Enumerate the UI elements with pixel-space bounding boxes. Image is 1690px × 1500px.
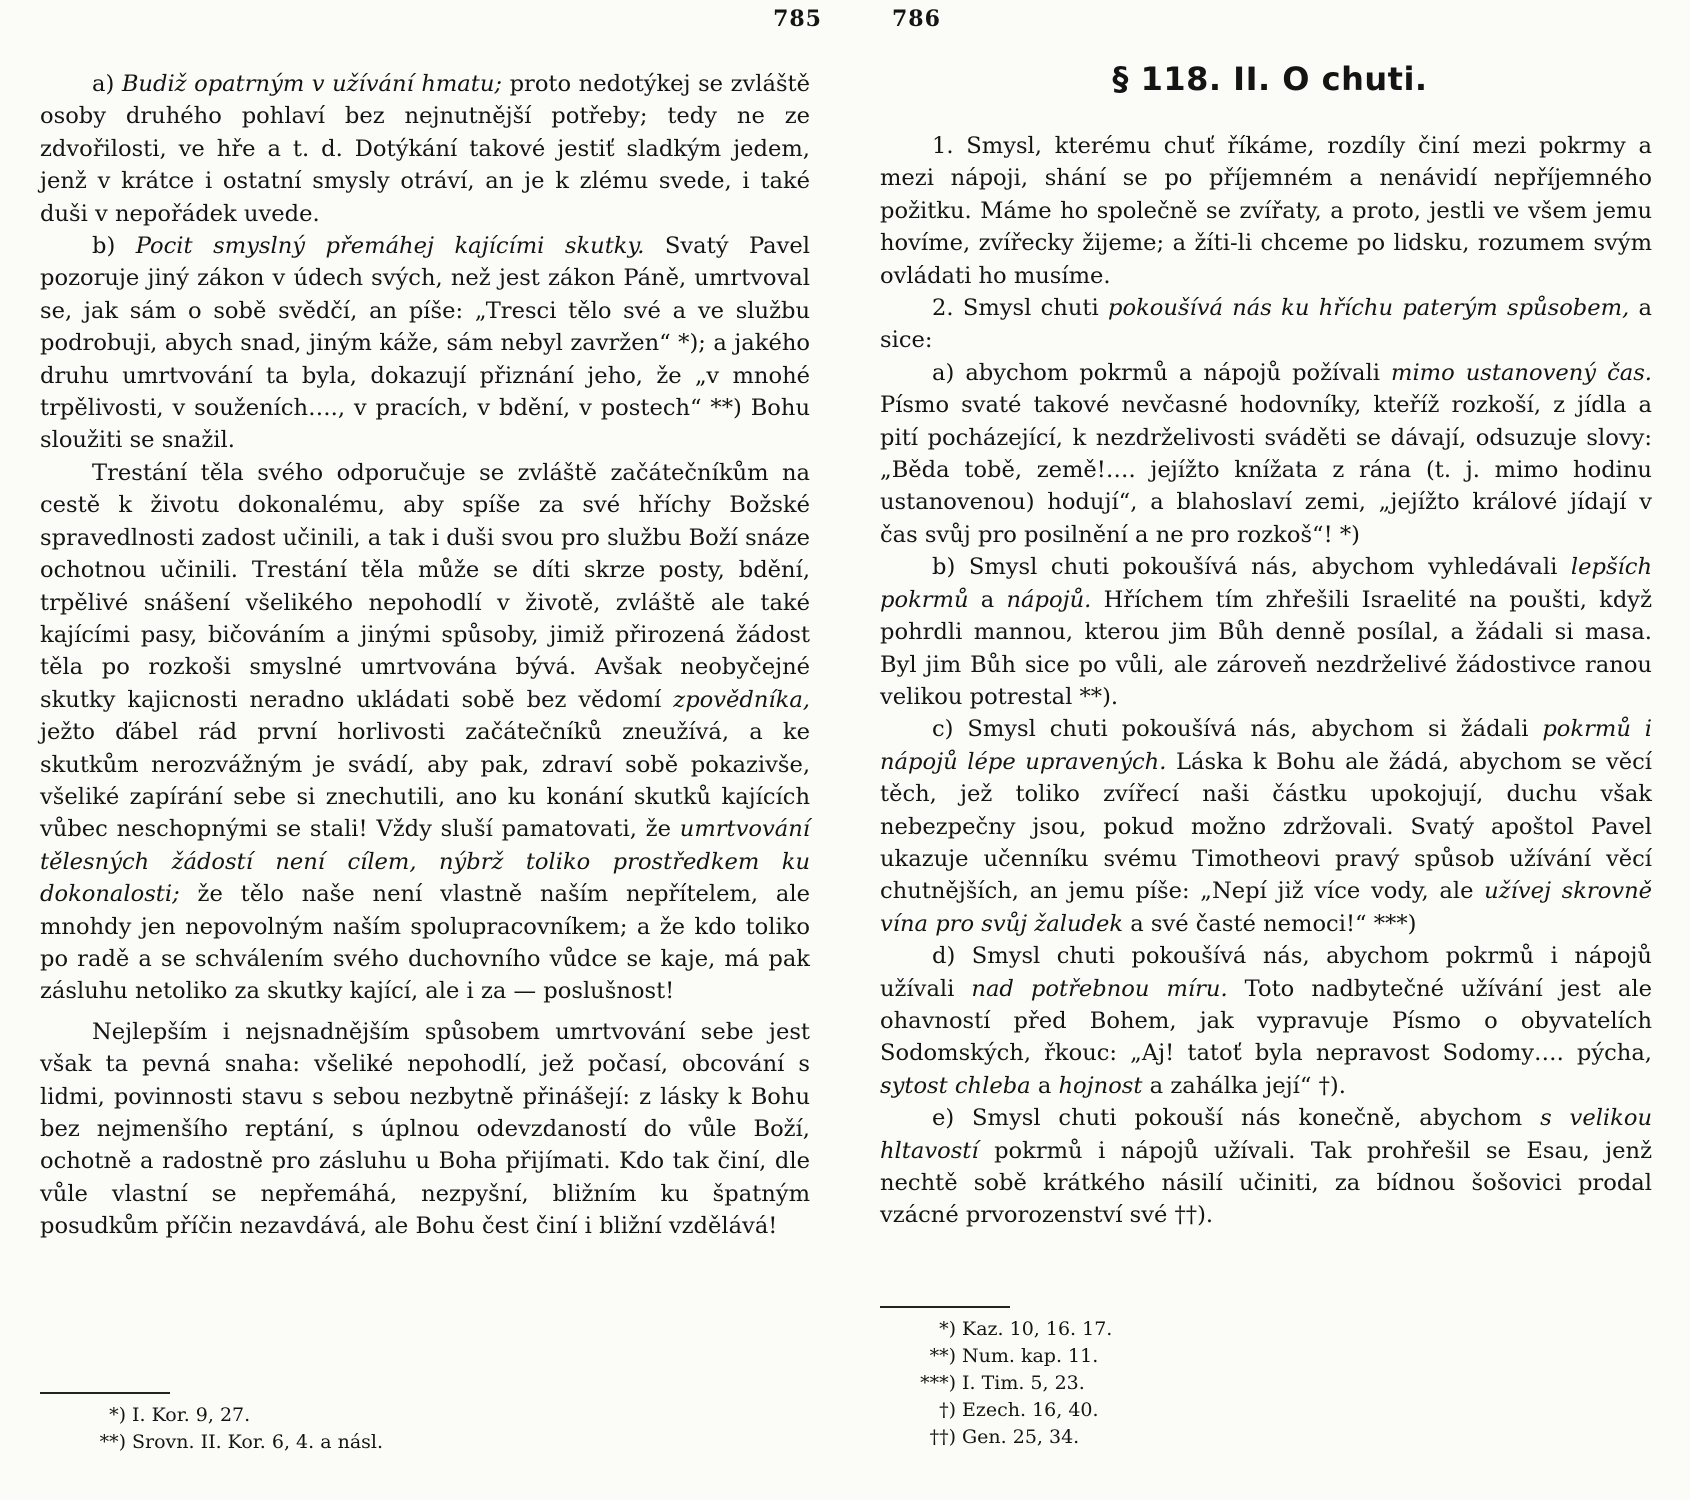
italic-text: mimo ustanovený čas. xyxy=(1391,359,1652,386)
italic-text: umrtvování tělesných žádostí není cílem, nýbrž toliko prostředkem ku dokonalosti; xyxy=(40,816,810,908)
footnotes xyxy=(920,1316,1112,1451)
footnote-mark: ***) xyxy=(920,1372,956,1394)
footnote xyxy=(90,1402,383,1429)
right-page-body xyxy=(880,130,1652,1232)
footnote-mark: *) xyxy=(939,1318,956,1340)
text-run: proto nedotýkej se zvláště osoby druhého pohlaví bez nejnutnější potřeby; tedy ne ze zdvořilosti, ve hře a t. d. Dotýkání takové jestiť sladkým jedem, jenž v krátce i ostatní smysly otráví, an je k zlému svede, i také duši v nepořádek uvede. xyxy=(40,71,810,227)
footnote xyxy=(920,1316,1112,1343)
italic-text: hojnost xyxy=(1058,1072,1143,1099)
paragraph xyxy=(880,357,1652,551)
footnote-text: Num. kap. 11. xyxy=(962,1345,1099,1367)
footnote-mark: †) xyxy=(939,1399,956,1421)
text-run: a své časté nemoci!“ ***) xyxy=(1123,910,1417,937)
text-run: a sice: xyxy=(880,295,1653,354)
text-run: e) Smysl chuti pokouší nás konečně, abychom xyxy=(932,1105,1541,1132)
text-run: a) abychom pokrmů a nápojů požívali xyxy=(932,359,1392,386)
text-run: 1. Smysl, kterému chuť říkáme, rozdíly činí mezi pokrmy a mezi nápoji, shání se po příjemném a nenávidí nepříjemného požitku. Máme ho společně se zvířaty, a proto, jestli ve všem jemu hovíme, zvířecky žijeme; a žíti-li chceme po lidsku, rozumem svým ovládati ho musíme. xyxy=(880,133,1652,289)
italic-text: pokoušívá nás ku hříchu paterým spůsobem, xyxy=(1108,295,1630,322)
text-run: b) xyxy=(92,233,136,260)
text-run: a zahálka její“ †). xyxy=(1142,1072,1346,1099)
footnote-text: I. Tim. 5, 23. xyxy=(962,1372,1085,1394)
page-number: 786 xyxy=(892,6,941,32)
left-page xyxy=(30,0,822,1500)
text-run: Láska k Bohu ale žádá, abychom se věcí těch, jež toliko zvířecí naši částku upokojují, duchu však nebezpečny jsou, pokud možno zdržovali. Svatý apoštol Pavel ukazuje učenníku svému Timotheovi pravý spůsob užívání věcí chutnějších, an jemu píše: „Nepí již více vody, ale xyxy=(880,748,1652,905)
page-number: 785 xyxy=(773,6,822,32)
text-run: c) Smysl chuti pokoušívá nás, abychom si žádali xyxy=(932,716,1543,743)
footnote-mark: *) xyxy=(109,1404,126,1426)
text-run: Svatý Pavel pozoruje jiný zákon v údech svých, než jest zákon Páně, umrtvoval se, jak sám o sobě svědčí, an píše: „Tresci tělo své a ve službu podrobuji, abych snad, jiným káže, sám nebyl zavržen“ *); a jakého druhu umrtvování ta byla, dokazují přiznání jeho, že „v mnohé trpělivosti, v souženích…., v pracích, v bdění, v postech“ **) Bohu sloužiti se snažil. xyxy=(40,233,810,454)
footnote-text: Kaz. 10, 16. 17. xyxy=(962,1318,1113,1340)
footnote xyxy=(920,1397,1112,1424)
footnote-mark: **) xyxy=(99,1431,126,1453)
footnote xyxy=(920,1343,1112,1370)
text-run: a) xyxy=(92,71,122,97)
text-run: Písmo svaté takové nevčasné hodovníky, kteříž rozkoší, z jídla a pití pocházející, k nezdrželivosti sváděti se dávají, odsuzuje slovy: „Běda tobě, země!…. jejížto knížata z rána (t. j. mimo hodinu ustanovenou) hodují“, a blahoslaví zemi, „jejížto králové jídají v čas svůj pro posilnění a ne pro rozkoš“! *) xyxy=(880,392,1652,548)
footnote-rule xyxy=(880,1306,1010,1308)
footnote xyxy=(920,1424,1112,1451)
paragraph xyxy=(40,457,810,1008)
text-run: 2. Smysl chuti xyxy=(932,295,1108,322)
text-run: ježto ďábel rád první horlivosti začátečníků zneužívá, a ke skutkům nerozvážným je svádí, aby pak, zdraví sobě pokazivše, všeliké zapírání sebe si znechutili, ano ku konání skutků kajících vůbec neschopnými se stali! Vždy sluší pamatovati, že xyxy=(40,719,810,843)
paragraph xyxy=(880,713,1652,940)
paragraph xyxy=(40,230,810,457)
footnote xyxy=(90,1429,383,1456)
paragraph xyxy=(40,1016,810,1243)
italic-text: užívej skrovně vína pro svůj žaludek xyxy=(880,878,1652,937)
italic-text: Budiž opatrným v užívání hmatu; xyxy=(121,71,503,97)
italic-text: nad potřebnou míru. xyxy=(971,975,1228,1002)
italic-text: s velikou hltavostí xyxy=(880,1105,1652,1164)
footnote-mark: ††) xyxy=(929,1426,956,1448)
footnote-text: I. Kor. 9, 27. xyxy=(132,1404,251,1426)
footnote-text: Ezech. 16, 40. xyxy=(962,1399,1099,1421)
text-run: b) Smysl chuti pokoušívá nás, abychom vyhledávali xyxy=(932,554,1571,581)
footnote-text: Srovn. II. Kor. 6, 4. a násl. xyxy=(132,1431,384,1453)
italic-text: pokrmů i nápojů lépe upravených. xyxy=(880,716,1652,775)
text-run: že tělo naše není vlastně naším nepřítelem, ale mnohdy jen nepovolným naším spolupracovníkem; a že kdo toliko po radě a se schválením svého duchovního vůdce se kaje, má pak zásluhu netoliko za skutky kající, ale i za — poslušnost! xyxy=(40,881,810,1005)
text-run: a xyxy=(1030,1072,1059,1099)
text-run: Nejlepším i nejsnadnějším spůsobem umrtvování sebe jest však ta pevná snaha: všeliké nepohodlí, jež počasí, obcování s lidmi, povinnosti stavu s sebou nezbytně přinášejí: z lásky k Bohu bez nejmenšího reptání, s úplnou odevzdaností do vůle Boží, ochotně a radostně pro zásluhu u Boha přijímati. Kdo tak činí, dle vůle vlastní se nepřemáhá, nezpyšní, bližním ku špatným posudkům příčin nezavdává, ale Bohu čest činí i bližní vzdělává! xyxy=(40,1018,810,1240)
italic-text: lepších pokrmů xyxy=(880,554,1652,613)
footnotes xyxy=(90,1402,383,1456)
italic-text: nápojů. xyxy=(1006,586,1092,613)
paragraph xyxy=(880,1102,1652,1232)
italic-text: zpovědníka, xyxy=(673,686,810,713)
paragraph xyxy=(880,130,1652,292)
paragraph xyxy=(880,551,1652,713)
text-run: pokrmů i nápojů užívali. Tak prohřešil se Esau, jenž nechtě sobě krátkého násilí učiniti, za bídnou šošovici prodal vzácné prvorozenství své ††). xyxy=(880,1137,1652,1229)
italic-text: Pocit smyslný přemáhej kajícími skutky. xyxy=(135,233,645,260)
footnote-rule xyxy=(40,1392,170,1394)
text-run: d) Smysl chuti pokoušívá nás, abychom pokrmů i nápojů užívali xyxy=(880,943,1652,1002)
footnote-mark: **) xyxy=(929,1345,956,1367)
paragraph xyxy=(880,292,1652,357)
text-run: a xyxy=(968,586,1007,613)
paragraph xyxy=(40,68,810,230)
paragraph xyxy=(880,940,1652,1102)
text-run: Hříchem tím zhřešili Israelité na poušti, když pohrdli mannou, kterou jim Bůh denně posílal, a žádali si masa. Byl jim Bůh sice po vůli, ale zároveň nezdrželivé žádostivce ranou velikou potrestal **). xyxy=(880,586,1652,710)
right-page xyxy=(880,0,1660,1500)
text-run: Toto nadbytečné užívání jest ale ohavností před Bohem, jak vypravuje Písmo o obyvatelích Sodomských, řkouc: „Aj! tatoť byla nepravost Sodomy…. pýcha, xyxy=(880,975,1652,1067)
footnote-text: Gen. 25, 34. xyxy=(962,1426,1080,1448)
left-page-body xyxy=(40,68,810,1243)
footnote xyxy=(920,1370,1112,1397)
text-run: Trestání těla svého odporučuje se zvláště začátečníkům na cestě k životu dokonalému, aby spíše za své hříchy Božské spravedlnosti zadost učinili, a tak i duši svou pro službu Boží snáze ochotnou učinili. Trestání těla může se díti skrze posty, bdění, trpělivé snášení všelikého nepohodlí v životě, zvláště ale také kajícími pasy, bičováním a jinými spůsoby, jimiž přirozená žádost těla po rozkoši smyslné umrtvována bývá. Avšak neobyčejné skutky kajicnosti neradno ukládati sobě bez vědomí xyxy=(40,459,810,713)
italic-text: sytost chleba xyxy=(880,1072,1031,1099)
section-heading: § 118. II. O chuti. xyxy=(1112,60,1428,98)
